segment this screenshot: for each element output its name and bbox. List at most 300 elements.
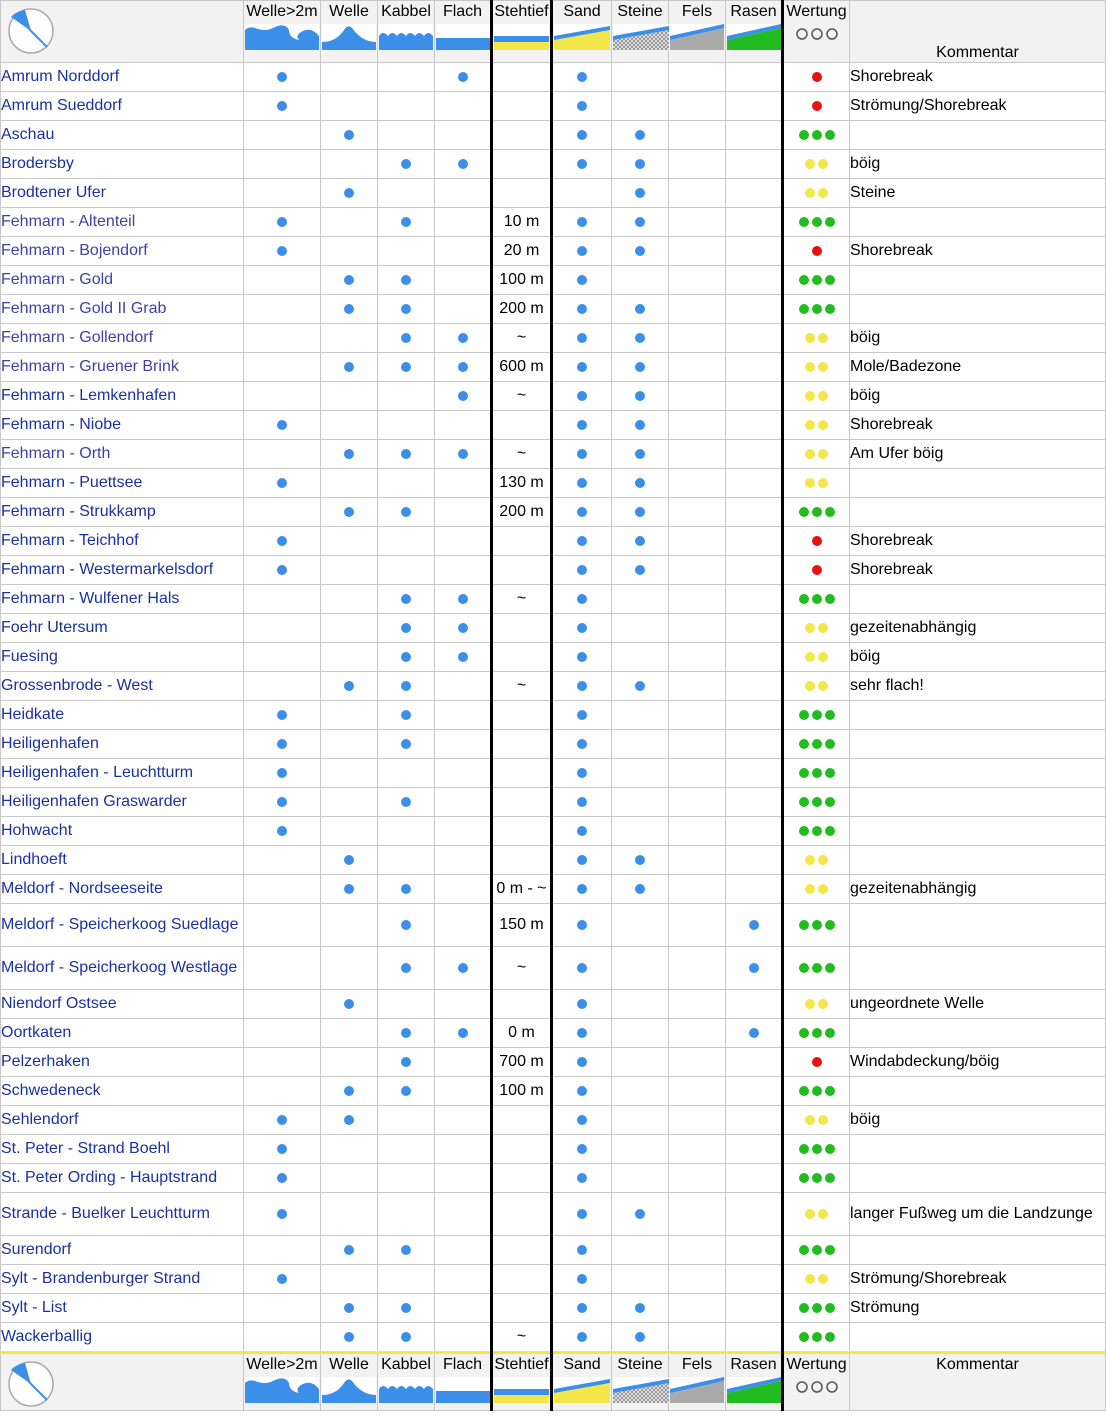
spot-name[interactable]: Meldorf - Speicherkoog Suedlage	[1, 904, 244, 947]
col-label: Stehtief	[494, 3, 549, 20]
comment: Shorebreak	[850, 411, 1106, 440]
logo-cell	[1, 1353, 244, 1411]
marker-dot	[635, 246, 645, 256]
stehtief-value	[492, 92, 552, 121]
cell-sand	[552, 208, 612, 237]
stehtief-value	[492, 788, 552, 817]
cell-f	[435, 990, 492, 1019]
marker-dot	[344, 999, 354, 1009]
marker-dot	[635, 681, 645, 691]
spot-name[interactable]: Wackerballig	[1, 1323, 244, 1353]
spot-name[interactable]: Heiligenhafen Graswarder	[1, 788, 244, 817]
cell-k	[378, 1019, 435, 1048]
comment	[850, 846, 1106, 875]
table-row	[1, 1265, 1106, 1294]
spot-name[interactable]: Brodtener Ufer	[1, 179, 244, 208]
cell-f	[435, 730, 492, 759]
marker-dot	[577, 72, 587, 82]
marker-dot	[577, 1332, 587, 1342]
marker-dot	[577, 449, 587, 459]
spot-name[interactable]: Hohwacht	[1, 817, 244, 846]
spot-name[interactable]: Fehmarn - Altenteil	[1, 208, 244, 237]
rating-red	[783, 556, 850, 585]
stehtief-value	[492, 527, 552, 556]
cell-k	[378, 92, 435, 121]
spot-name[interactable]: Heiligenhafen - Leuchtturm	[1, 759, 244, 788]
comment: Windabdeckung/böig	[850, 1048, 1106, 1077]
col-welle	[321, 1, 378, 63]
rating-yellow	[783, 614, 850, 643]
cell-sand	[552, 643, 612, 672]
cell-steine	[612, 179, 669, 208]
marker-dot	[277, 101, 287, 111]
marker-dot	[577, 1086, 587, 1096]
cell-fels	[669, 208, 726, 237]
spot-name[interactable]: Heiligenhafen	[1, 730, 244, 759]
stehtief-value	[492, 990, 552, 1019]
cell-f	[435, 1048, 492, 1077]
spot-name[interactable]: Amrum Norddorf	[1, 63, 244, 92]
comment: gezeitenabhängig	[850, 875, 1106, 904]
cell-f	[435, 63, 492, 92]
cell-steine	[612, 411, 669, 440]
marker-dot	[577, 826, 587, 836]
table-row	[1, 788, 1106, 817]
cell-rasen	[726, 411, 783, 440]
spot-name[interactable]: Oortkaten	[1, 1019, 244, 1048]
table-row	[1, 672, 1106, 701]
cell-w	[321, 63, 378, 92]
cell-k	[378, 556, 435, 585]
table-row	[1, 1193, 1106, 1236]
cell-w	[321, 179, 378, 208]
cell-w	[321, 1135, 378, 1164]
spot-name[interactable]: St. Peter - Strand Boehl	[1, 1135, 244, 1164]
rating-green	[783, 730, 850, 759]
spot-name[interactable]: Brodersby	[1, 150, 244, 179]
cell-k	[378, 730, 435, 759]
comment	[850, 469, 1106, 498]
col-sand	[552, 1, 612, 63]
spot-name[interactable]: Fehmarn - Niobe	[1, 411, 244, 440]
cell-sand	[552, 63, 612, 92]
marker-dot	[577, 130, 587, 140]
marker-dot	[577, 1144, 587, 1154]
stehtief-value: 20 m	[492, 237, 552, 266]
marker-dot	[344, 449, 354, 459]
cell-rasen	[726, 846, 783, 875]
marker-dot	[577, 920, 587, 930]
cell-fels	[669, 1236, 726, 1265]
cell-f	[435, 788, 492, 817]
spot-name[interactable]: Fehmarn - Teichhof	[1, 527, 244, 556]
cell-sand	[552, 179, 612, 208]
cell-f	[435, 1135, 492, 1164]
table-row	[1, 237, 1106, 266]
cell-fels	[669, 1265, 726, 1294]
marker-dot	[635, 362, 645, 372]
spot-name[interactable]: Fehmarn - Wulfener Hals	[1, 585, 244, 614]
cell-f	[435, 904, 492, 947]
cell-k	[378, 614, 435, 643]
spot-name[interactable]: Fuesing	[1, 643, 244, 672]
cell-steine	[612, 947, 669, 990]
marker-dot	[277, 1115, 287, 1125]
table-row	[1, 1164, 1106, 1193]
marker-dot	[749, 920, 759, 930]
cell-steine	[612, 701, 669, 730]
marker-dot	[401, 1245, 411, 1255]
cell-steine	[612, 237, 669, 266]
col-label: Wertung	[786, 3, 847, 20]
spot-name[interactable]: Aschau	[1, 121, 244, 150]
spot-name[interactable]: Fehmarn - Puettsee	[1, 469, 244, 498]
spot-name[interactable]: Sylt - Brandenburger Strand	[1, 1265, 244, 1294]
cell-w2	[244, 614, 321, 643]
table-row	[1, 382, 1106, 411]
spot-name[interactable]: Fehmarn - Gold II Grab	[1, 295, 244, 324]
cell-w	[321, 1265, 378, 1294]
col-label: Welle	[329, 1356, 369, 1373]
cell-k	[378, 904, 435, 947]
comment	[850, 1323, 1106, 1353]
col-welle	[321, 1353, 378, 1411]
stehtief-value	[492, 1135, 552, 1164]
comment	[850, 585, 1106, 614]
marker-dot	[635, 1332, 645, 1342]
cell-w2	[244, 1135, 321, 1164]
col-label: Flach	[442, 1356, 483, 1373]
cell-rasen	[726, 150, 783, 179]
marker-dot	[458, 1028, 468, 1038]
marker-dot	[401, 304, 411, 314]
cell-f	[435, 440, 492, 469]
cell-sand	[552, 1236, 612, 1265]
col-label: Flach	[442, 3, 483, 20]
marker-dot	[277, 420, 287, 430]
cell-f	[435, 1323, 492, 1353]
cell-w2	[244, 411, 321, 440]
comment: Strömung	[850, 1294, 1106, 1323]
cell-fels	[669, 498, 726, 527]
cell-k	[378, 382, 435, 411]
rating-yellow	[783, 469, 850, 498]
comment: böig	[850, 382, 1106, 411]
marker-dot	[344, 1245, 354, 1255]
cell-w2	[244, 1236, 321, 1265]
table-row	[1, 179, 1106, 208]
spot-name[interactable]: St. Peter Ording - Hauptstrand	[1, 1164, 244, 1193]
cell-fels	[669, 585, 726, 614]
spot-name[interactable]: Surendorf	[1, 1236, 244, 1265]
cell-rasen	[726, 527, 783, 556]
marker-dot	[577, 1173, 587, 1183]
cell-fels	[669, 1106, 726, 1135]
cell-sand	[552, 266, 612, 295]
cell-fels	[669, 469, 726, 498]
spot-name[interactable]: Sylt - List	[1, 1294, 244, 1323]
marker-dot	[577, 884, 587, 894]
table-row	[1, 121, 1106, 150]
marker-dot	[344, 130, 354, 140]
cell-w2	[244, 1019, 321, 1048]
cell-steine	[612, 1164, 669, 1193]
cell-rasen	[726, 121, 783, 150]
cell-w2	[244, 1077, 321, 1106]
cell-steine	[612, 353, 669, 382]
marker-dot	[458, 623, 468, 633]
marker-dot	[277, 246, 287, 256]
cell-w	[321, 498, 378, 527]
cell-w	[321, 730, 378, 759]
big-wave-icon	[245, 24, 319, 50]
cell-sand	[552, 121, 612, 150]
cell-w2	[244, 382, 321, 411]
cell-f	[435, 672, 492, 701]
cell-w2	[244, 92, 321, 121]
marker-dot	[577, 101, 587, 111]
col-fels	[669, 1353, 726, 1411]
cell-w	[321, 701, 378, 730]
spot-name[interactable]: Lindhoeft	[1, 846, 244, 875]
table-row	[1, 1294, 1106, 1323]
cell-f	[435, 1236, 492, 1265]
cell-w	[321, 1323, 378, 1353]
spot-name[interactable]: Fehmarn - Gruener Brink	[1, 353, 244, 382]
cell-w2	[244, 846, 321, 875]
spot-name[interactable]: Niendorf Ostsee	[1, 990, 244, 1019]
cell-w2	[244, 817, 321, 846]
marker-dot	[277, 768, 287, 778]
marker-dot	[344, 855, 354, 865]
spot-name[interactable]: Pelzerhaken	[1, 1048, 244, 1077]
cell-f	[435, 556, 492, 585]
cell-fels	[669, 701, 726, 730]
spot-name[interactable]: Meldorf - Nordseeseite	[1, 875, 244, 904]
cell-w	[321, 788, 378, 817]
cell-fels	[669, 614, 726, 643]
cell-f	[435, 179, 492, 208]
marker-dot	[277, 1173, 287, 1183]
cell-w	[321, 643, 378, 672]
marker-dot	[401, 681, 411, 691]
marker-dot	[401, 275, 411, 285]
marker-dot	[577, 362, 587, 372]
stehtief-value: ~	[492, 1323, 552, 1353]
cell-sand	[552, 440, 612, 469]
spot-name[interactable]: Fehmarn - Bojendorf	[1, 237, 244, 266]
spot-name[interactable]: Foehr Utersum	[1, 614, 244, 643]
table-row	[1, 266, 1106, 295]
stehtief-value	[492, 1193, 552, 1236]
cell-sand	[552, 1265, 612, 1294]
spot-name[interactable]: Fehmarn - Gollendorf	[1, 324, 244, 353]
marker-dot	[344, 1086, 354, 1096]
cell-sand	[552, 672, 612, 701]
cell-fels	[669, 759, 726, 788]
marker-dot	[577, 275, 587, 285]
cell-k	[378, 1323, 435, 1353]
spot-name[interactable]: Strande - Buelker Leuchtturm	[1, 1193, 244, 1236]
cell-f	[435, 1019, 492, 1048]
col-steine	[612, 1, 669, 63]
marker-dot	[635, 130, 645, 140]
stehtief-value	[492, 846, 552, 875]
cell-fels	[669, 266, 726, 295]
chop-icon	[379, 1377, 433, 1403]
cell-sand	[552, 353, 612, 382]
comment: Strömung/Shorebreak	[850, 1265, 1106, 1294]
col-label: Fels	[681, 1356, 713, 1373]
cell-steine	[612, 643, 669, 672]
cell-sand	[552, 237, 612, 266]
cell-steine	[612, 990, 669, 1019]
marker-dot	[635, 536, 645, 546]
spot-name[interactable]: Amrum Sueddorf	[1, 92, 244, 121]
cell-f	[435, 643, 492, 672]
stehtief-value	[492, 730, 552, 759]
cell-rasen	[726, 817, 783, 846]
marker-dot	[401, 1303, 411, 1313]
marker-dot	[401, 884, 411, 894]
marker-dot	[344, 188, 354, 198]
spot-name[interactable]: Fehmarn - Orth	[1, 440, 244, 469]
col-welle2m	[244, 1353, 321, 1411]
cell-f	[435, 469, 492, 498]
cell-f	[435, 324, 492, 353]
cell-sand	[552, 875, 612, 904]
cell-steine	[612, 1265, 669, 1294]
cell-rasen	[726, 63, 783, 92]
cell-f	[435, 1193, 492, 1236]
col-label: Welle	[329, 3, 369, 20]
stehtief-value	[492, 1106, 552, 1135]
cell-f	[435, 353, 492, 382]
spot-name[interactable]: Fehmarn - Westermarkelsdorf	[1, 556, 244, 585]
cell-w2	[244, 701, 321, 730]
spot-name[interactable]: Fehmarn - Strukkamp	[1, 498, 244, 527]
cell-f	[435, 817, 492, 846]
marker-dot	[635, 159, 645, 169]
stehtief-value	[492, 1164, 552, 1193]
spot-name[interactable]: Grossenbrode - West	[1, 672, 244, 701]
rating-green	[783, 947, 850, 990]
spot-name[interactable]: Fehmarn - Lemkenhafen	[1, 382, 244, 411]
marker-dot	[635, 565, 645, 575]
marker-dot	[577, 652, 587, 662]
marker-dot	[577, 333, 587, 343]
cell-rasen	[726, 208, 783, 237]
cell-steine	[612, 904, 669, 947]
rating-green	[783, 266, 850, 295]
cell-w2	[244, 295, 321, 324]
col-kommentar	[850, 1353, 1106, 1411]
cell-sand	[552, 1019, 612, 1048]
rating-green	[783, 1236, 850, 1265]
table-row	[1, 353, 1106, 382]
cell-w	[321, 353, 378, 382]
cell-f	[435, 150, 492, 179]
cell-w2	[244, 353, 321, 382]
col-label: Kabbel	[381, 3, 431, 20]
rating-red	[783, 63, 850, 92]
table-row	[1, 527, 1106, 556]
marker-dot	[458, 594, 468, 604]
cell-k	[378, 701, 435, 730]
cell-rasen	[726, 382, 783, 411]
cell-w2	[244, 1164, 321, 1193]
spot-name[interactable]: Meldorf - Speicherkoog Westlage	[1, 947, 244, 990]
stehtief-value: 700 m	[492, 1048, 552, 1077]
col-label: Welle>2m	[246, 3, 318, 20]
cell-fels	[669, 92, 726, 121]
cell-w2	[244, 527, 321, 556]
shallow-depth-icon	[494, 24, 549, 50]
marker-dot	[344, 884, 354, 894]
cell-f	[435, 1164, 492, 1193]
rating-green	[783, 904, 850, 947]
marker-dot	[401, 594, 411, 604]
cell-rasen	[726, 730, 783, 759]
comment	[850, 788, 1106, 817]
cell-steine	[612, 208, 669, 237]
table-row	[1, 411, 1106, 440]
cell-w	[321, 295, 378, 324]
cell-w2	[244, 63, 321, 92]
cell-steine	[612, 1135, 669, 1164]
marker-dot	[577, 536, 587, 546]
sand-icon	[554, 24, 610, 50]
cell-w	[321, 614, 378, 643]
cell-k	[378, 295, 435, 324]
cell-fels	[669, 150, 726, 179]
cell-sand	[552, 614, 612, 643]
spot-name[interactable]: Schwedeneck	[1, 1077, 244, 1106]
marker-dot	[401, 739, 411, 749]
col-steine	[612, 1353, 669, 1411]
spot-name[interactable]: Sehlendorf	[1, 1106, 244, 1135]
rating-yellow	[783, 411, 850, 440]
marker-dot	[277, 1274, 287, 1284]
marker-dot	[577, 999, 587, 1009]
cell-sand	[552, 295, 612, 324]
marker-dot	[577, 1209, 587, 1219]
cell-fels	[669, 353, 726, 382]
cell-steine	[612, 92, 669, 121]
cell-fels	[669, 1294, 726, 1323]
cell-rasen	[726, 947, 783, 990]
cell-w2	[244, 672, 321, 701]
col-label: Kommentar	[936, 44, 1019, 61]
rating-red	[783, 1048, 850, 1077]
cell-k	[378, 585, 435, 614]
col-label: Fels	[681, 3, 713, 20]
cell-rasen	[726, 1236, 783, 1265]
cell-rasen	[726, 353, 783, 382]
cell-fels	[669, 121, 726, 150]
cell-sand	[552, 556, 612, 585]
footer-row	[1, 1353, 1106, 1411]
marker-dot	[577, 710, 587, 720]
rating-green	[783, 295, 850, 324]
rating-yellow	[783, 324, 850, 353]
spot-name[interactable]: Fehmarn - Gold	[1, 266, 244, 295]
rating-green	[783, 759, 850, 788]
cell-sand	[552, 469, 612, 498]
col-kabbel	[378, 1, 435, 63]
table-row	[1, 947, 1106, 990]
spot-name[interactable]: Heidkate	[1, 701, 244, 730]
